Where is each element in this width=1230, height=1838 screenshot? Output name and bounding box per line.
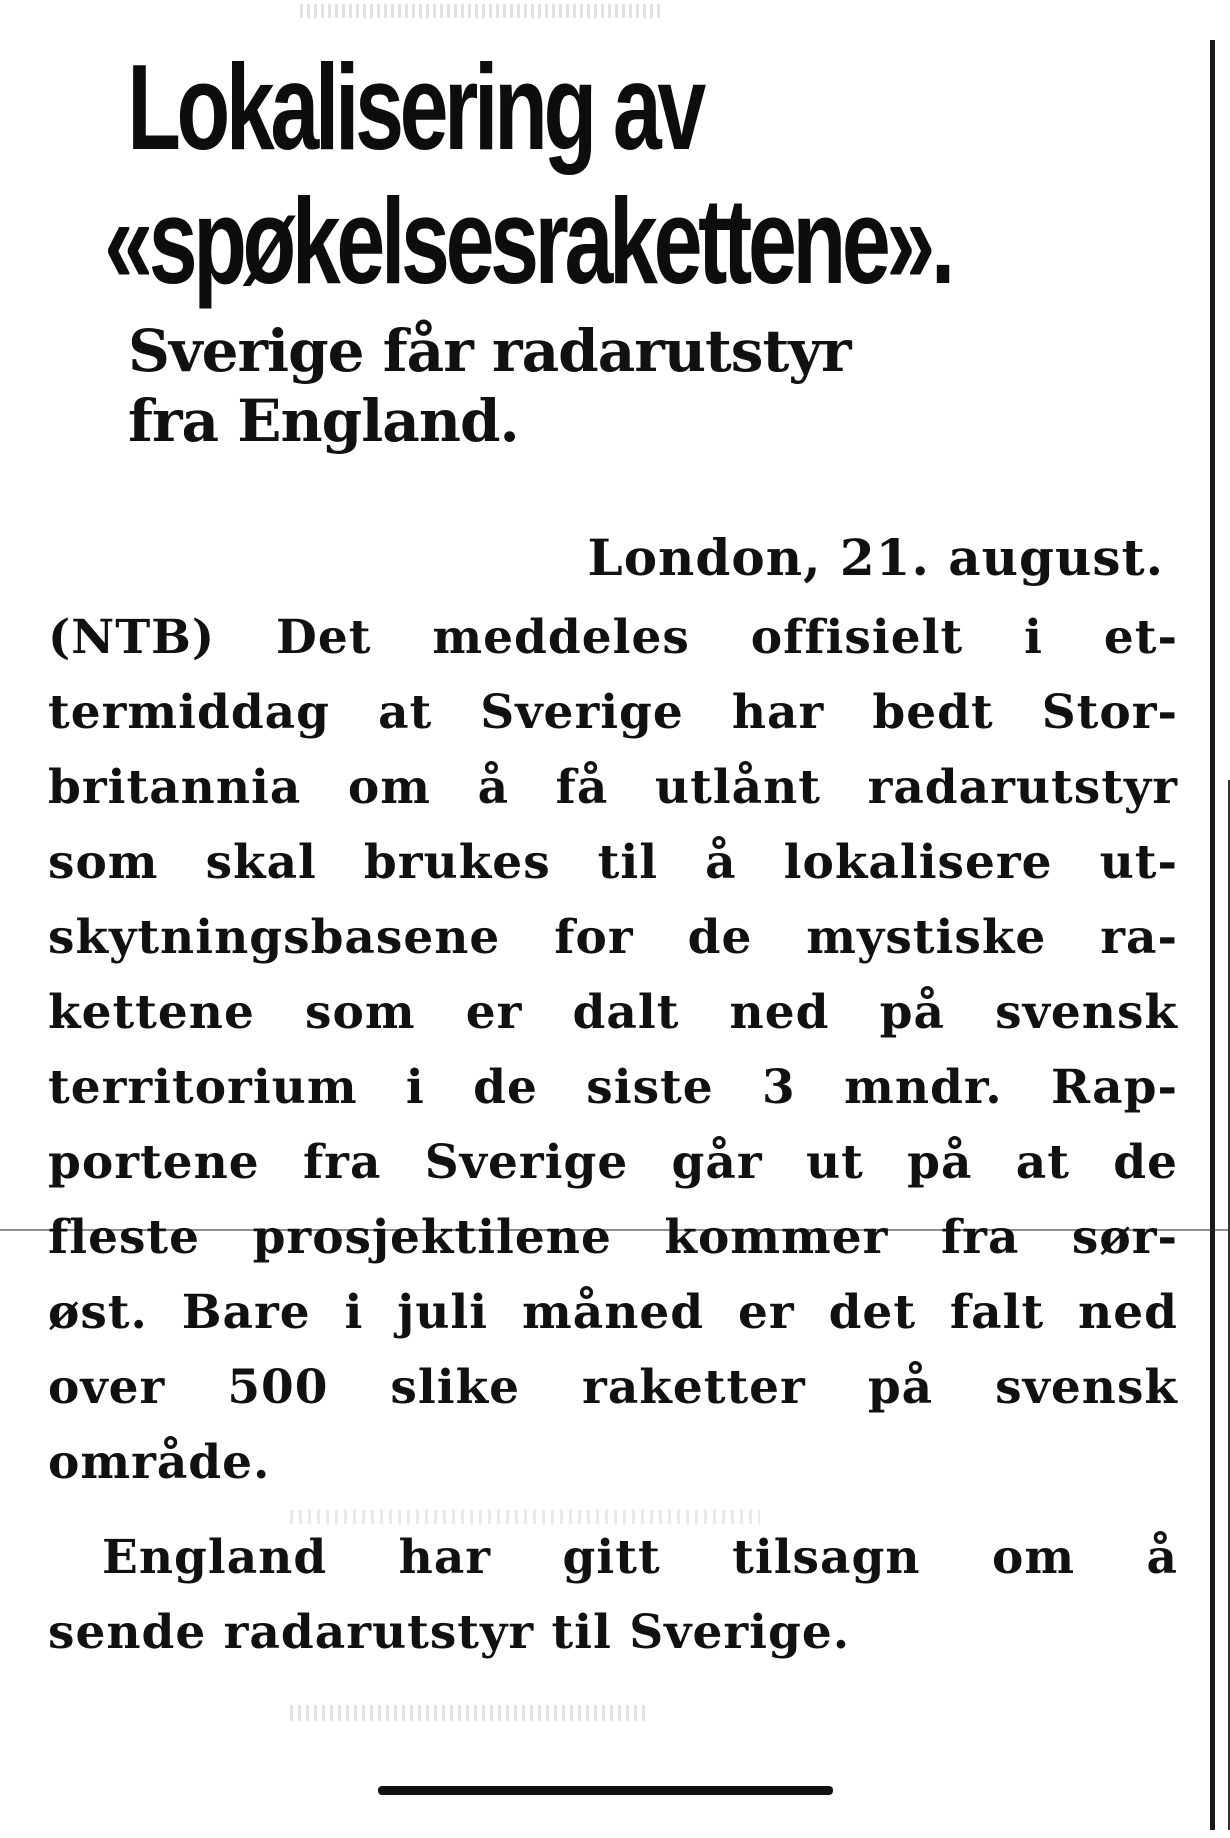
print-smudge-middle [290,1510,760,1524]
news-article [48,40,1178,1670]
body-line: (NTB) Det meddeles offisielt i et- [48,610,1178,665]
body-line: øst. Bare i juli måned er det falt ned [48,1285,1178,1340]
body-line: kettene som er dalt ned på svensk [48,985,1178,1040]
body-line: portene fra Sverige går ut på at de [48,1135,1178,1190]
headline-line-2: «spøkelsesrakettene». [104,173,951,309]
print-smudge-bottom [290,1705,650,1721]
article-end-rule [378,1786,833,1795]
body-line: territorium i de siste 3 mndr. Rap- [48,1060,1178,1115]
body-line: termiddag at Sverige har bedt Stor- [48,685,1178,740]
body-line: skytningsbasene for de mystiske ra- [48,910,1178,965]
body-line: sende radarutstyr til Sverige. [48,1605,851,1660]
headline-line-1: Lokalisering av [127,39,702,175]
dateline: London, 21. august. [587,528,1164,587]
body-line: England har gitt tilsagn om å [102,1530,1178,1585]
body-line: som skal brukes til å lokalisere ut- [48,835,1178,890]
body-line: område. [48,1435,271,1490]
subheadline [128,316,1178,456]
paragraph-2 [48,1520,1178,1670]
print-smudge-top [300,4,660,18]
body-line: fleste prosjektilene kommer fra sør- [48,1210,1178,1265]
body-line: britannia om å få utlånt radarutstyr [48,760,1178,815]
headline [48,40,1128,308]
subheadline-line-1: Sverige får radarutstyr [128,317,851,385]
body-line: over 500 slike raketter på svensk [48,1360,1178,1415]
paragraph-1 [48,600,1178,1500]
subheadline-line-2: fra England. [128,387,519,455]
column-rule [1210,40,1215,1830]
